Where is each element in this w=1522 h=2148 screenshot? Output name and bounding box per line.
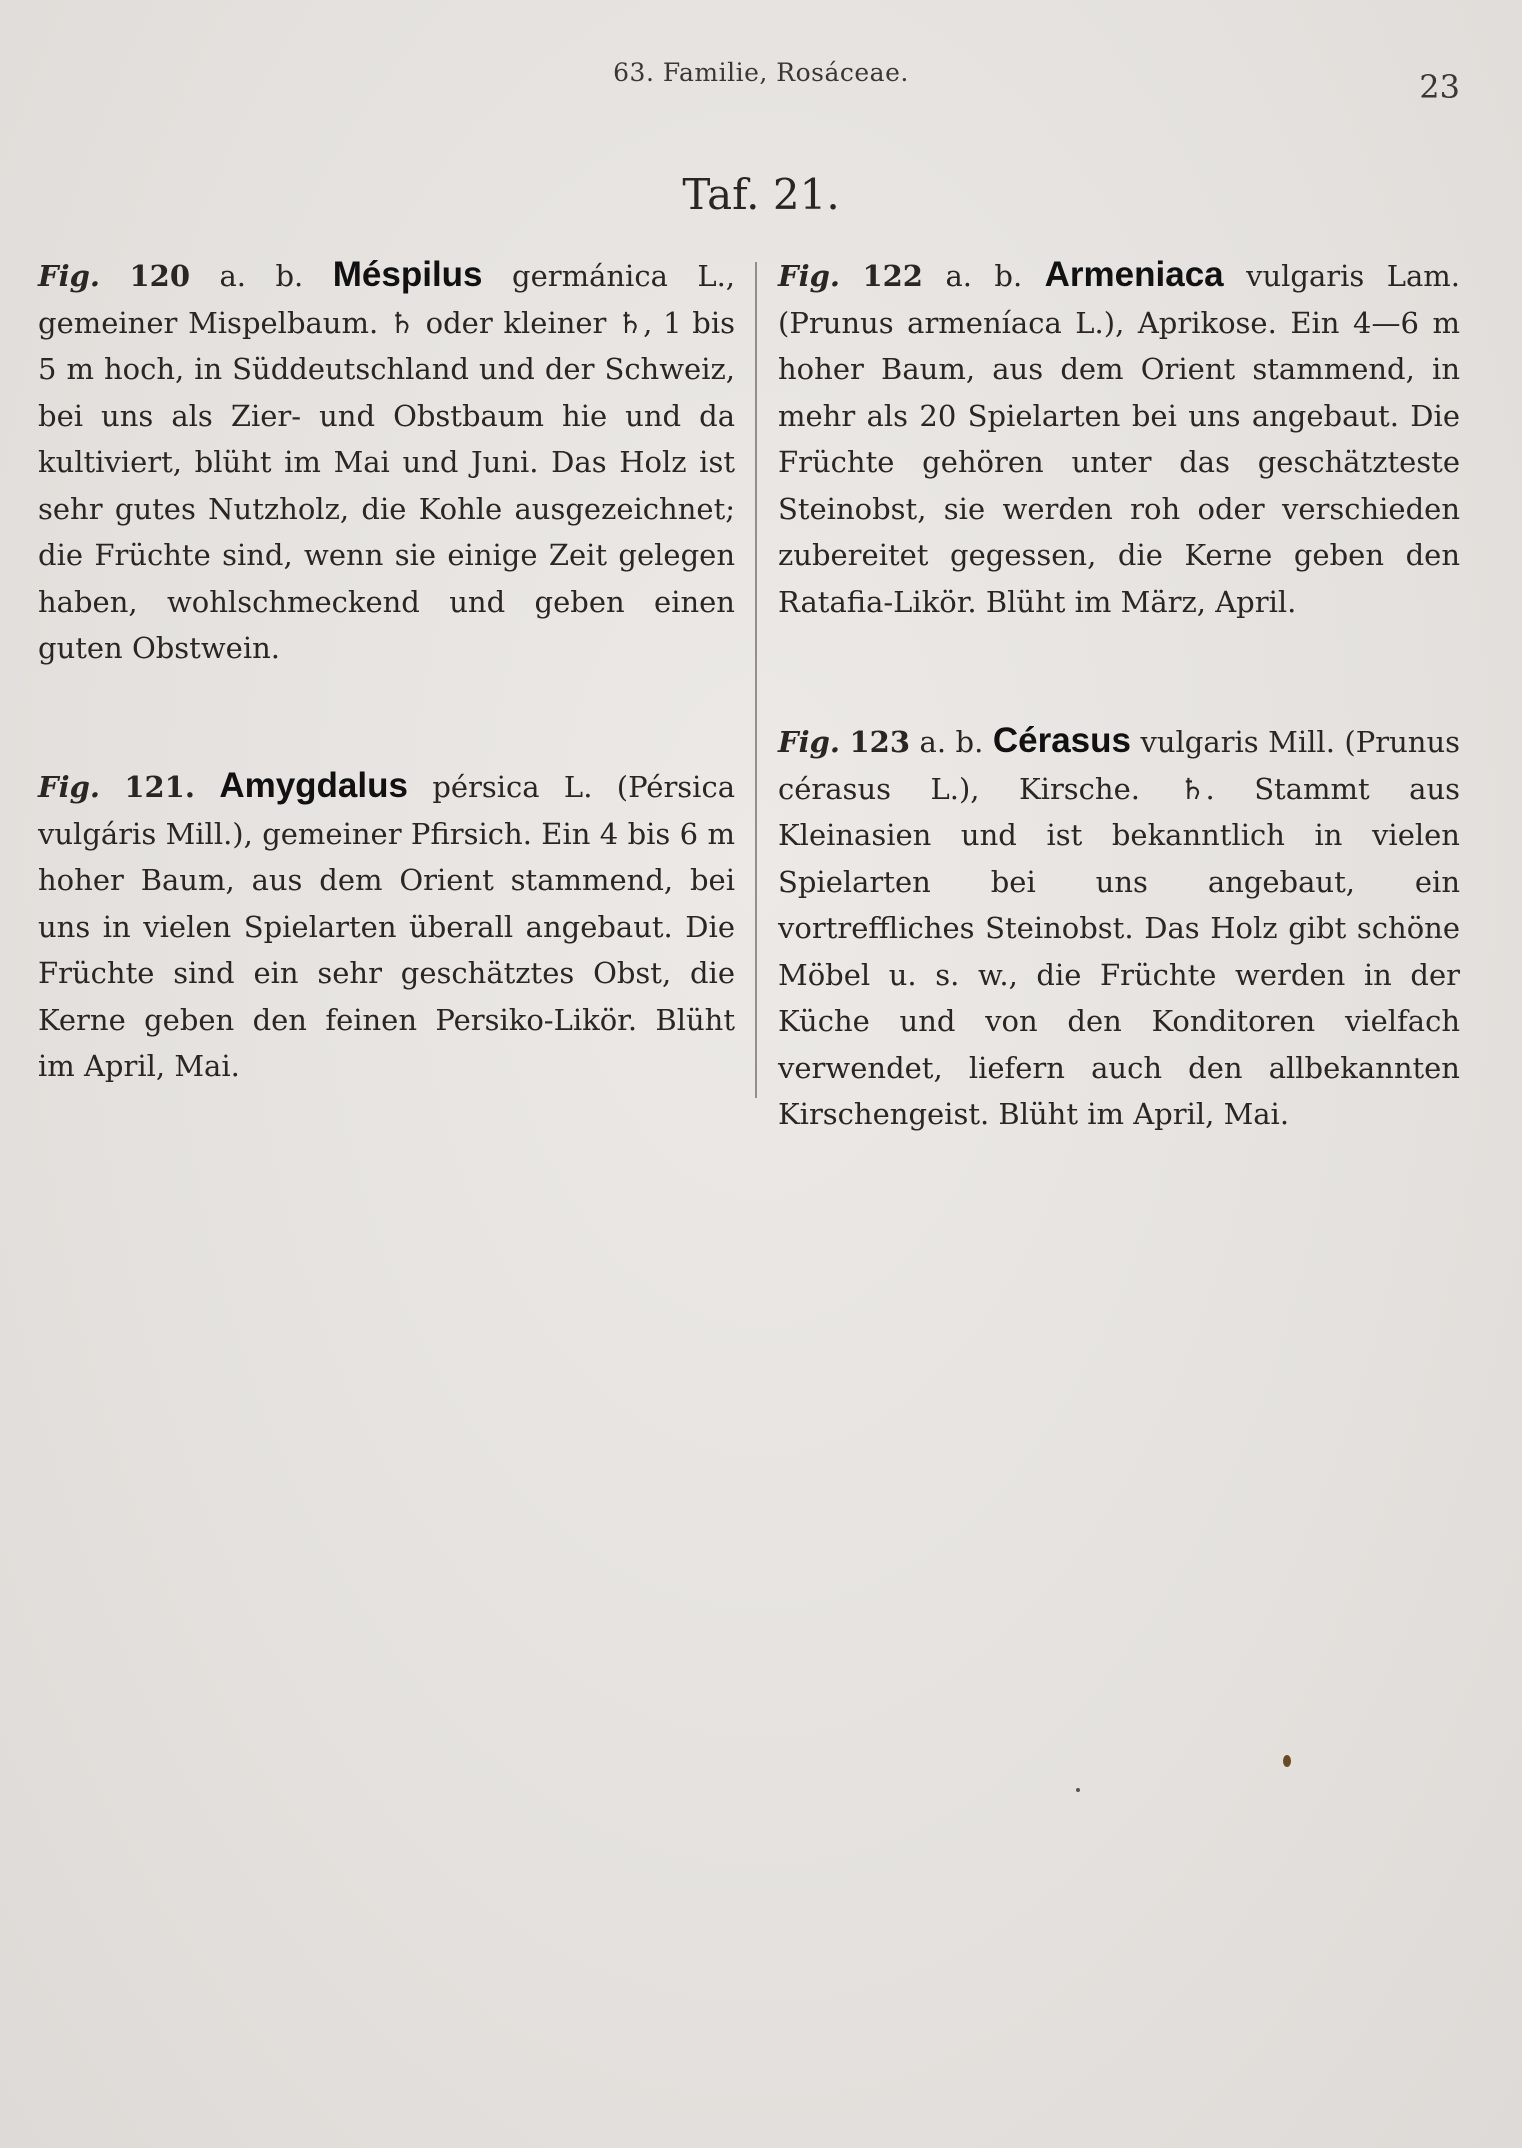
entry-text: vulgaris Mill. (Prunus cérasus L.), Kirsche. ♄. Stammt aus Kleinasien und ist bekanntlich in vielen Spielarten bei uns angebaut, ein vortreffliches Steinobst. Das Holz gibt schöne Möbel u. s. w., die Früchte werden in der Küche und von den Konditoren vielfach verwendet, liefern auch den allbekannten Kirschengeist. Blüht im April, Mai. [778, 725, 1461, 1131]
entry-fig-120 [38, 252, 735, 672]
genus-name: Cérasus [992, 721, 1131, 760]
fig-parts: a. b. [919, 725, 984, 759]
column-divider [755, 262, 757, 1098]
fig-number: 122 [862, 259, 923, 293]
entry-text: vulgaris Lam. (Prunus armeníaca L.), Aprikose. Ein 4—6 m hoher Baum, aus dem Orient stammend, in mehr als 20 Spielarten bei uns angebaut. Die Früchte gehören unter das geschätzteste Steinobst, sie werden roh oder verschieden zubereitet gegessen, die Kerne geben den Ratafia-Likör. Blüht im März, April. [778, 259, 1461, 619]
fig-number: 121. [124, 770, 195, 804]
genus-name: Amygdalus [219, 766, 408, 805]
entry-fig-121 [38, 763, 735, 1090]
page-number: 23 [1419, 68, 1460, 106]
page-header [0, 58, 1522, 106]
genus-name: Méspilus [332, 255, 483, 294]
running-head: 63. Familie, Rosáceae. [613, 58, 909, 87]
entry-text: pérsica L. (Pérsica vulgáris Mill.), gemeiner Pfirsich. Ein 4 bis 6 m hoher Baum, aus dem Orient stammend, bei uns in vielen Spielarten überall angebaut. Die Früchte sind ein sehr geschätztes Obst, die Kerne geben den feinen Persiko-Likör. Blüht im April, Mai. [38, 770, 735, 1083]
entry-text: germánica L., gemeiner Mispelbaum. ♄ oder kleiner ♄, 1 bis 5 m hoch, in Süddeutschland und der Schweiz, bei uns als Zier- und Obstbaum hie und da kultiviert, blüht im Mai und Juni. Das Holz ist sehr gutes Nutzholz, die Kohle ausgezeichnet; die Früchte sind, wenn sie einige Zeit gelegen haben, wohlschmeckend und geben einen guten Obstwein. [38, 259, 736, 665]
fig-label: Fig. [778, 725, 840, 759]
paper-speck [1283, 1755, 1291, 1767]
fig-label: Fig. [778, 259, 840, 293]
fig-number: 123 [849, 725, 911, 759]
fig-label: Fig. [38, 770, 100, 804]
plate-title: Taf. 21. [682, 170, 840, 219]
fig-number: 120 [129, 259, 191, 293]
genus-name: Armeniaca [1044, 255, 1224, 294]
entry-fig-122 [778, 252, 1460, 625]
paper-speck [1076, 1788, 1080, 1792]
fig-label: Fig. [38, 259, 100, 293]
fig-parts: a. b. [945, 259, 1023, 293]
fig-parts: a. b. [219, 259, 304, 293]
entry-fig-123 [778, 718, 1460, 1138]
